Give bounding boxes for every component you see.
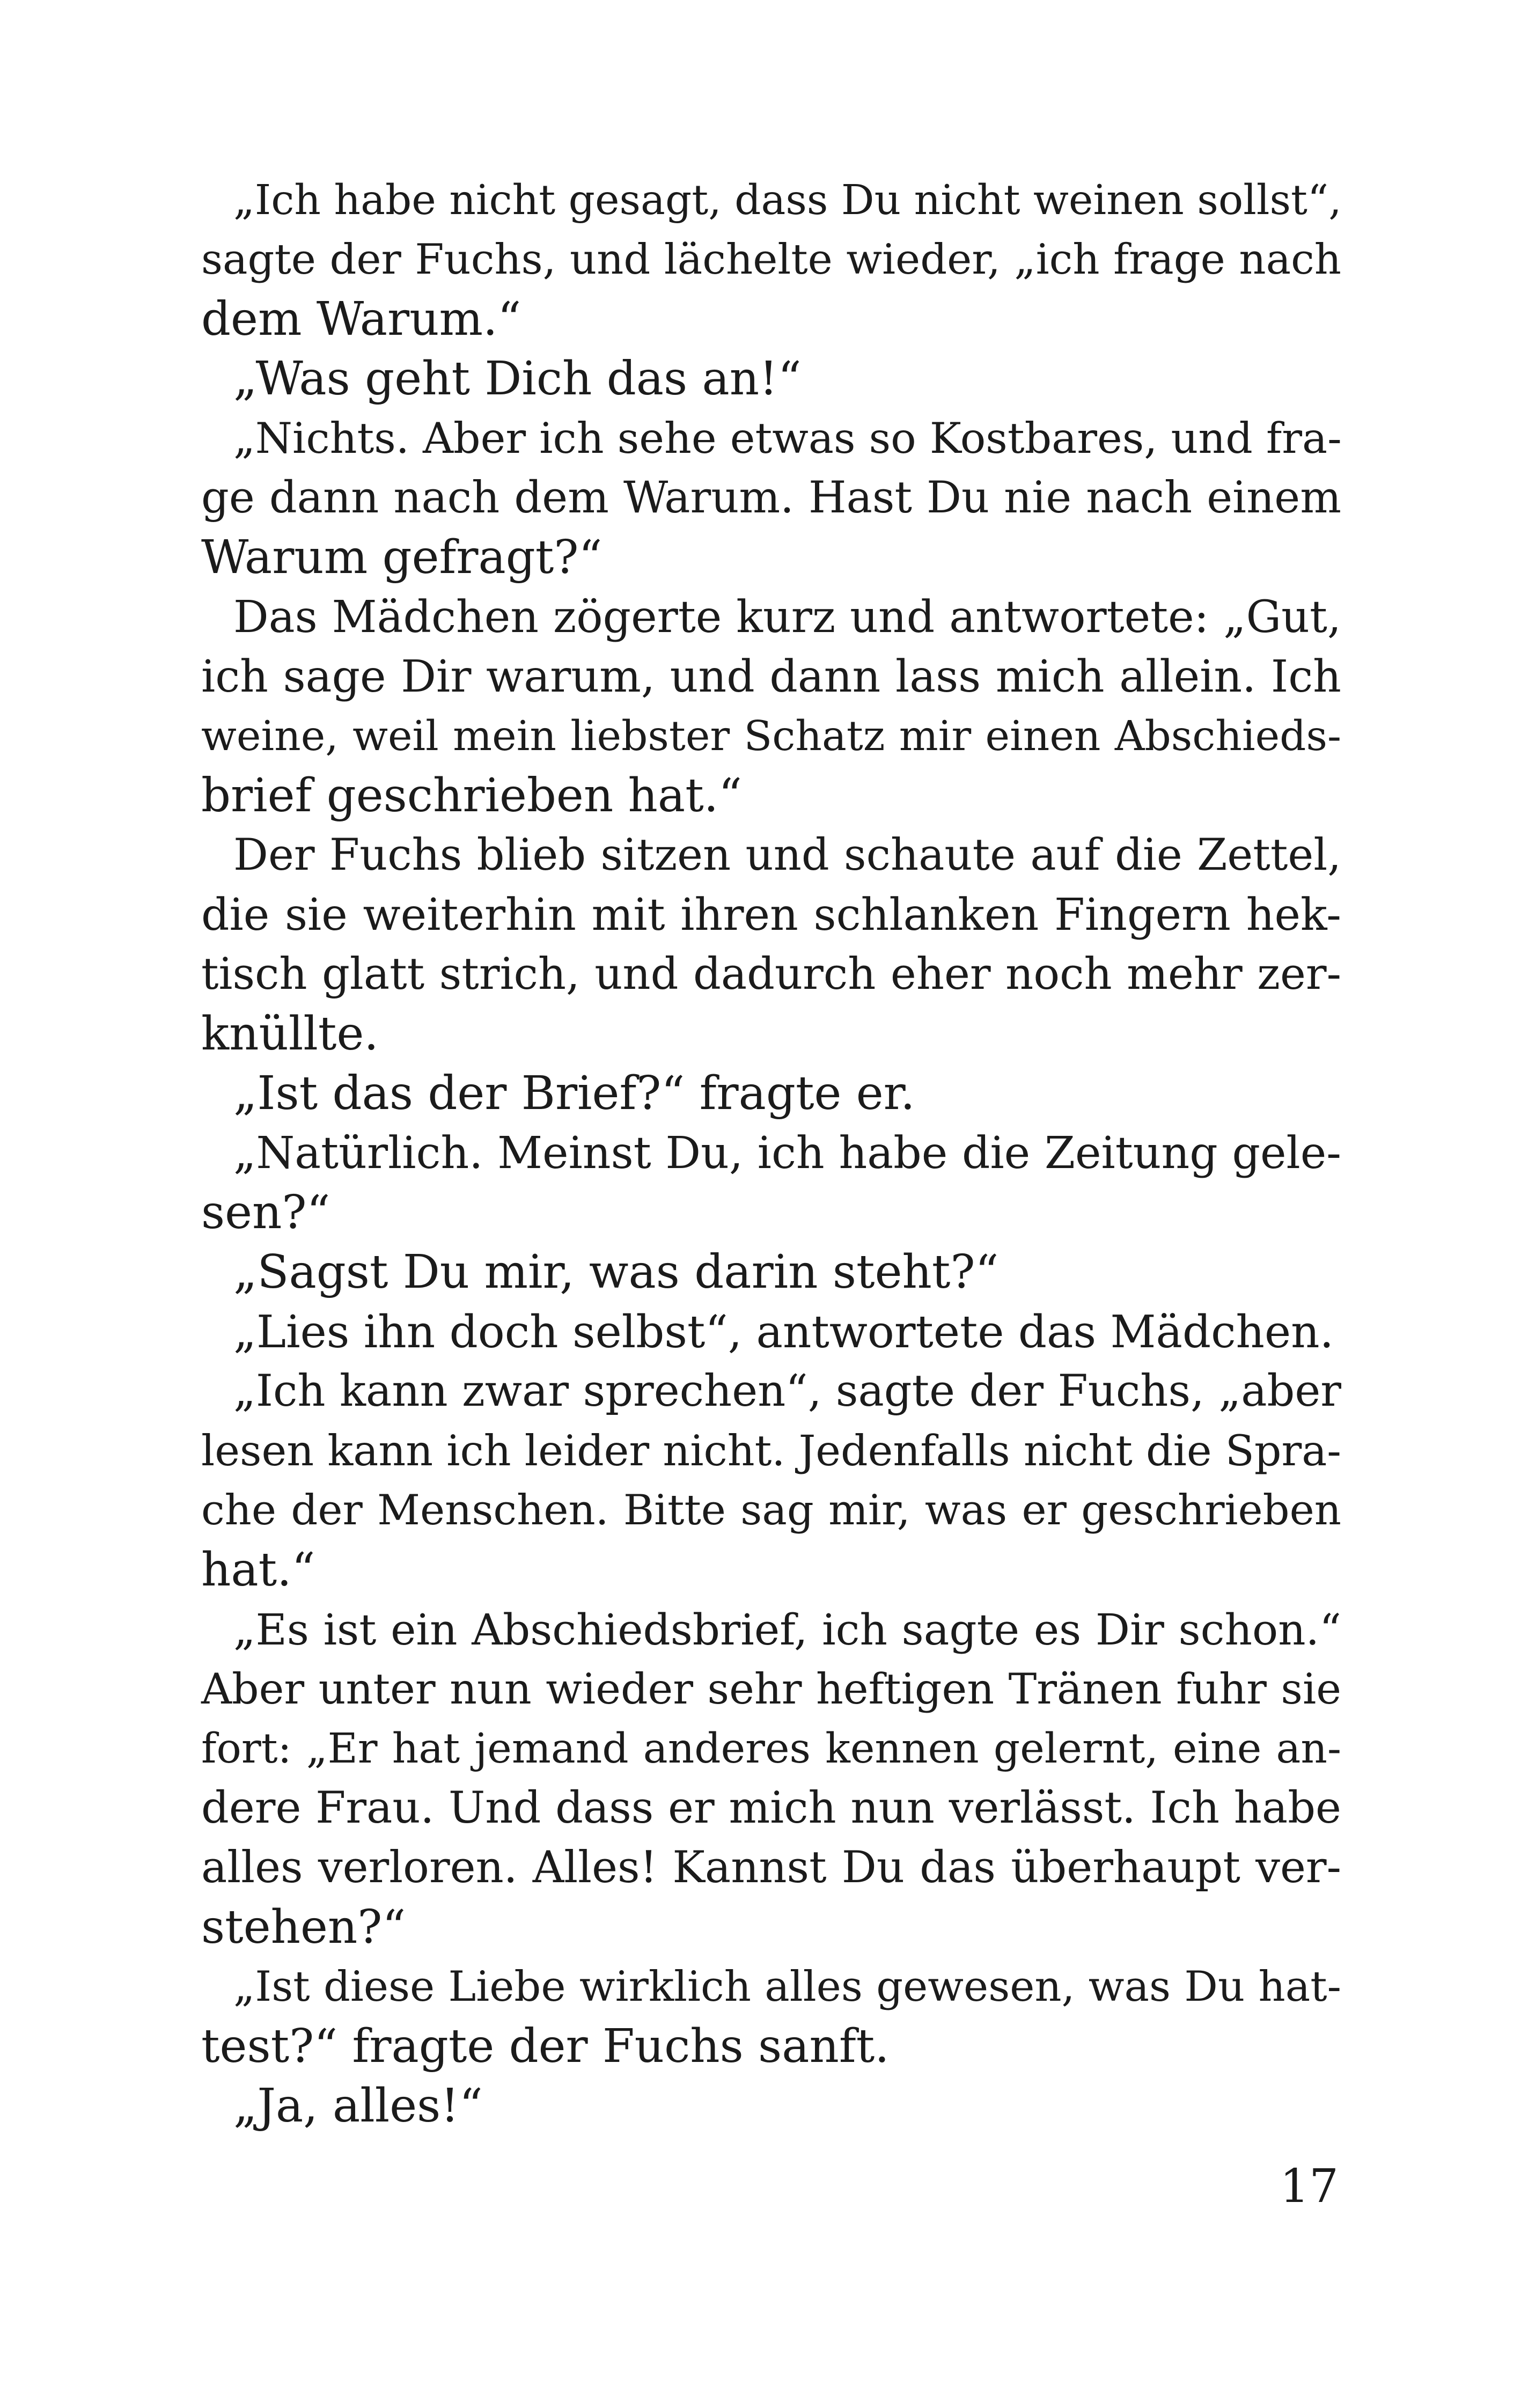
page-number: 17 (1280, 2160, 1339, 2213)
text-line: „Sagst Du mir, was darin steht?“ (233, 1245, 999, 1299)
text-line: Warum gefragt?“ (201, 531, 602, 584)
text-line: hat.“ (201, 1543, 315, 1597)
body-text (201, 171, 1341, 2136)
text-line: lesen kann ich leider nicht. Jedenfalls nicht die Spra- (201, 1426, 1341, 1475)
text-line: Das Mädchen zögerte kurz und antwortete: „Gut, (233, 592, 1341, 643)
text-line: dem Warum.“ (201, 292, 521, 346)
text-line: dere Frau. Und dass er mich nun verlässt. Ich habe (201, 1783, 1341, 1833)
text-line: sagte der Fuchs, und lächelte wieder, „ich frage nach (201, 236, 1341, 284)
text-line: „Ist diese Liebe wirklich alles gewesen, was Du hat- (233, 1963, 1341, 2011)
text-line: „Ist das der Brief?“ fragte er. (233, 1067, 915, 1120)
text-line: fort: „Er hat jemand anderes kennen gelernt, eine an- (201, 1725, 1341, 1773)
text-line: che der Menschen. Bitte sag mir, was er geschrieben (201, 1486, 1341, 1535)
text-line: „Ja, alles!“ (233, 2079, 483, 2133)
text-line: „Ich kann zwar sprechen“, sagte der Fuchs, „aber (233, 1366, 1341, 1416)
text-line: ge dann nach dem Warum. Hast Du nie nach einem (201, 473, 1341, 523)
text-line: die sie weiterhin mit ihren schlanken Fingern hek- (201, 890, 1341, 941)
text-line: sen?“ (201, 1186, 330, 1239)
text-line: knüllte. (201, 1007, 379, 1061)
text-line: weine, weil mein liebster Schatz mir einen Abschieds- (201, 713, 1341, 760)
text-line: „Nichts. Aber ich sehe etwas so Kostbares, und fra- (233, 414, 1342, 463)
text-line: „Ich habe nicht gesagt, dass Du nicht weinen sollst“, (233, 177, 1342, 224)
text-line: alles verloren. Alles! Kannst Du das überhaupt ver- (201, 1842, 1341, 1893)
text-line: Aber unter nun wieder sehr heftigen Tränen fuhr sie (201, 1664, 1341, 1714)
text-line: brief geschrieben hat.“ (201, 769, 743, 823)
text-line: stehen?“ (201, 1900, 406, 1954)
text-line: tisch glatt strich, und dadurch eher noch mehr zer- (201, 949, 1341, 1000)
text-line: Der Fuchs blieb sitzen und schaute auf die Zettel, (233, 830, 1341, 880)
text-line: „Was geht Dich das an!“ (233, 352, 802, 406)
text-line: test?“ fragte der Fuchs sanft. (201, 2020, 890, 2073)
text-line: „Natürlich. Meinst Du, ich habe die Zeitung gele- (233, 1128, 1341, 1179)
text-line: „Lies ihn doch selbst“, antwortete das Mädchen. (233, 1306, 1334, 1358)
text-line: „Es ist ein Abschiedsbrief, ich sagte es Dir schon.“ (233, 1605, 1341, 1655)
text-line: ich sage Dir warum, und dann lass mich allein. Ich (201, 651, 1341, 702)
